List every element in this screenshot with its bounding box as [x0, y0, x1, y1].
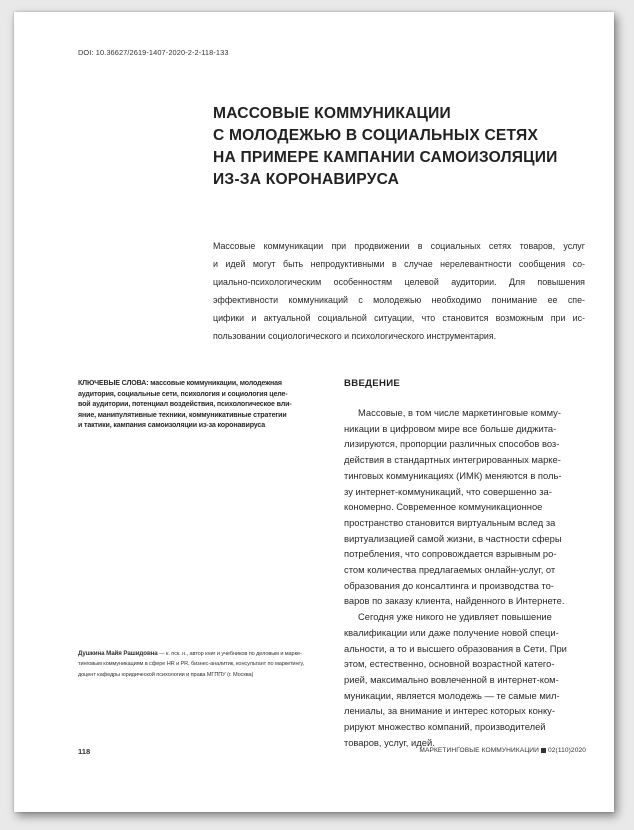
body-text: [344, 405, 584, 750]
abstract-line: циально-психологическим особенностям целевой аудитории. Для повышения: [213, 277, 585, 287]
journal-name: МАРКЕТИНГОВЫЕ КОММУНИКАЦИИ: [419, 747, 539, 754]
body-line: лизируются, пропорции различных способов воз-: [344, 438, 560, 450]
keywords: [78, 378, 326, 431]
title-line: ИЗ-ЗА КОРОНАВИРУСА: [213, 171, 400, 188]
keywords-line: аудитория, социальные сети, психология и социология целе-: [78, 389, 288, 398]
doi-label: DOI: 10.36627/2619-1407-2020-2-2-118-133: [78, 48, 229, 57]
title-line: С МОЛОДЕЖЬЮ В СОЦИАЛЬНЫХ СЕТЯХ: [213, 127, 539, 144]
author-bio-1: — к. пск. н., автор книг и учебников по деловым и марке-: [157, 651, 302, 657]
abstract-line: и идей могут быть непродуктивными в случае нерелевантности сообщения со-: [213, 259, 585, 269]
keywords-line: и тактики, кампания самоизоляции из-за коронавируса: [78, 421, 266, 430]
body-line: тинговых коммуникациях (ИМК) меняются в поль-: [344, 469, 562, 481]
page-number: 118: [78, 747, 91, 756]
body-line: товаров, услуг, идей.: [344, 736, 435, 748]
keywords-line: КЛЮЧЕВЫЕ СЛОВА: массовые коммуникации, молодежная: [78, 379, 282, 387]
body-line: варов по заказу клиента, найденного в Интернете.: [344, 595, 565, 607]
body-line: виртуализацией самой жизни, в частности сферы: [344, 532, 562, 544]
body-line: действия в стандартных интегрированных марке-: [344, 454, 561, 466]
journal-footer: [419, 747, 586, 754]
body-line: рируют множество компаний, производителей: [344, 721, 546, 733]
title-line: НА ПРИМЕРЕ КАМПАНИИ САМОИЗОЛЯЦИИ: [213, 149, 558, 166]
abstract-line: Массовые коммуникации при продвижении в социальных сетях товаров, услуг: [213, 241, 585, 251]
keywords-line: яние, манипулятивные техники, коммуникативные стратегии: [78, 410, 287, 419]
abstract: [213, 237, 585, 345]
body-line: лениалы, за внимание и интерес которых конку-: [344, 705, 555, 717]
page-sheet: [14, 12, 614, 812]
author-line: [78, 649, 328, 659]
body-line: зу интернет-коммуникаций, что совершенно за-: [344, 485, 552, 497]
author-name: Душкина Майя Рашидовна: [78, 650, 158, 657]
square-bullet-icon: [541, 748, 546, 753]
body-line: Массовые, в том числе маркетинговые комму-: [358, 407, 561, 418]
body-line: кономерно. Современное коммуникационное: [344, 501, 543, 513]
body-line: образования до консалтинга и производства то-: [344, 579, 554, 591]
article-title: [213, 103, 593, 191]
body-line: стом количества предлагаемых онлайн-услуг, от: [344, 564, 556, 576]
author-line: доцент кафедры юридической психологии и права МГППУ (г. Москва): [78, 671, 254, 678]
body-line: муникации, является молодежь — те самые мил-: [344, 689, 560, 701]
abstract-line: пользовании социологического и психологического инструментария.: [213, 331, 497, 341]
section-heading: ВВЕДЕНИЕ: [344, 378, 401, 389]
author-line: тинговым коммуникациям в сфере HR и PR, бизнес-аналитик, консультант по маркетингу,: [78, 661, 304, 668]
body-line: альности, а то и высшего образования в Сети. При: [344, 642, 567, 654]
body-line: потребления, что сопровождается взрывным ро-: [344, 548, 557, 560]
body-line: квалификации или даже получение новой специ-: [344, 626, 559, 638]
keywords-line: вой аудитории, потенциал воздействия, психологическое вли-: [78, 400, 292, 409]
abstract-line: эффективности коммуникаций с молодежью необходимо понимание ее спе-: [213, 295, 585, 305]
body-line: пространство становится виртуальным вслед за: [344, 516, 556, 528]
author-info: [78, 649, 328, 680]
body-line: рией, максимально вовлеченной в интернет-ком-: [344, 673, 559, 685]
body-line: этом, естественно, основной возрастной катего-: [344, 658, 555, 670]
abstract-line: цифики и актуальной социальной ситуации, что становится возможным при ис-: [213, 313, 585, 323]
body-line: Сегодня уже никого не удивляет повышение: [358, 611, 552, 623]
body-line: никации в цифровом мире все больше диджита-: [344, 422, 557, 434]
title-line: МАССОВЫЕ КОММУНИКАЦИИ: [213, 105, 451, 122]
journal-issue: 02(110)2020: [547, 747, 586, 754]
